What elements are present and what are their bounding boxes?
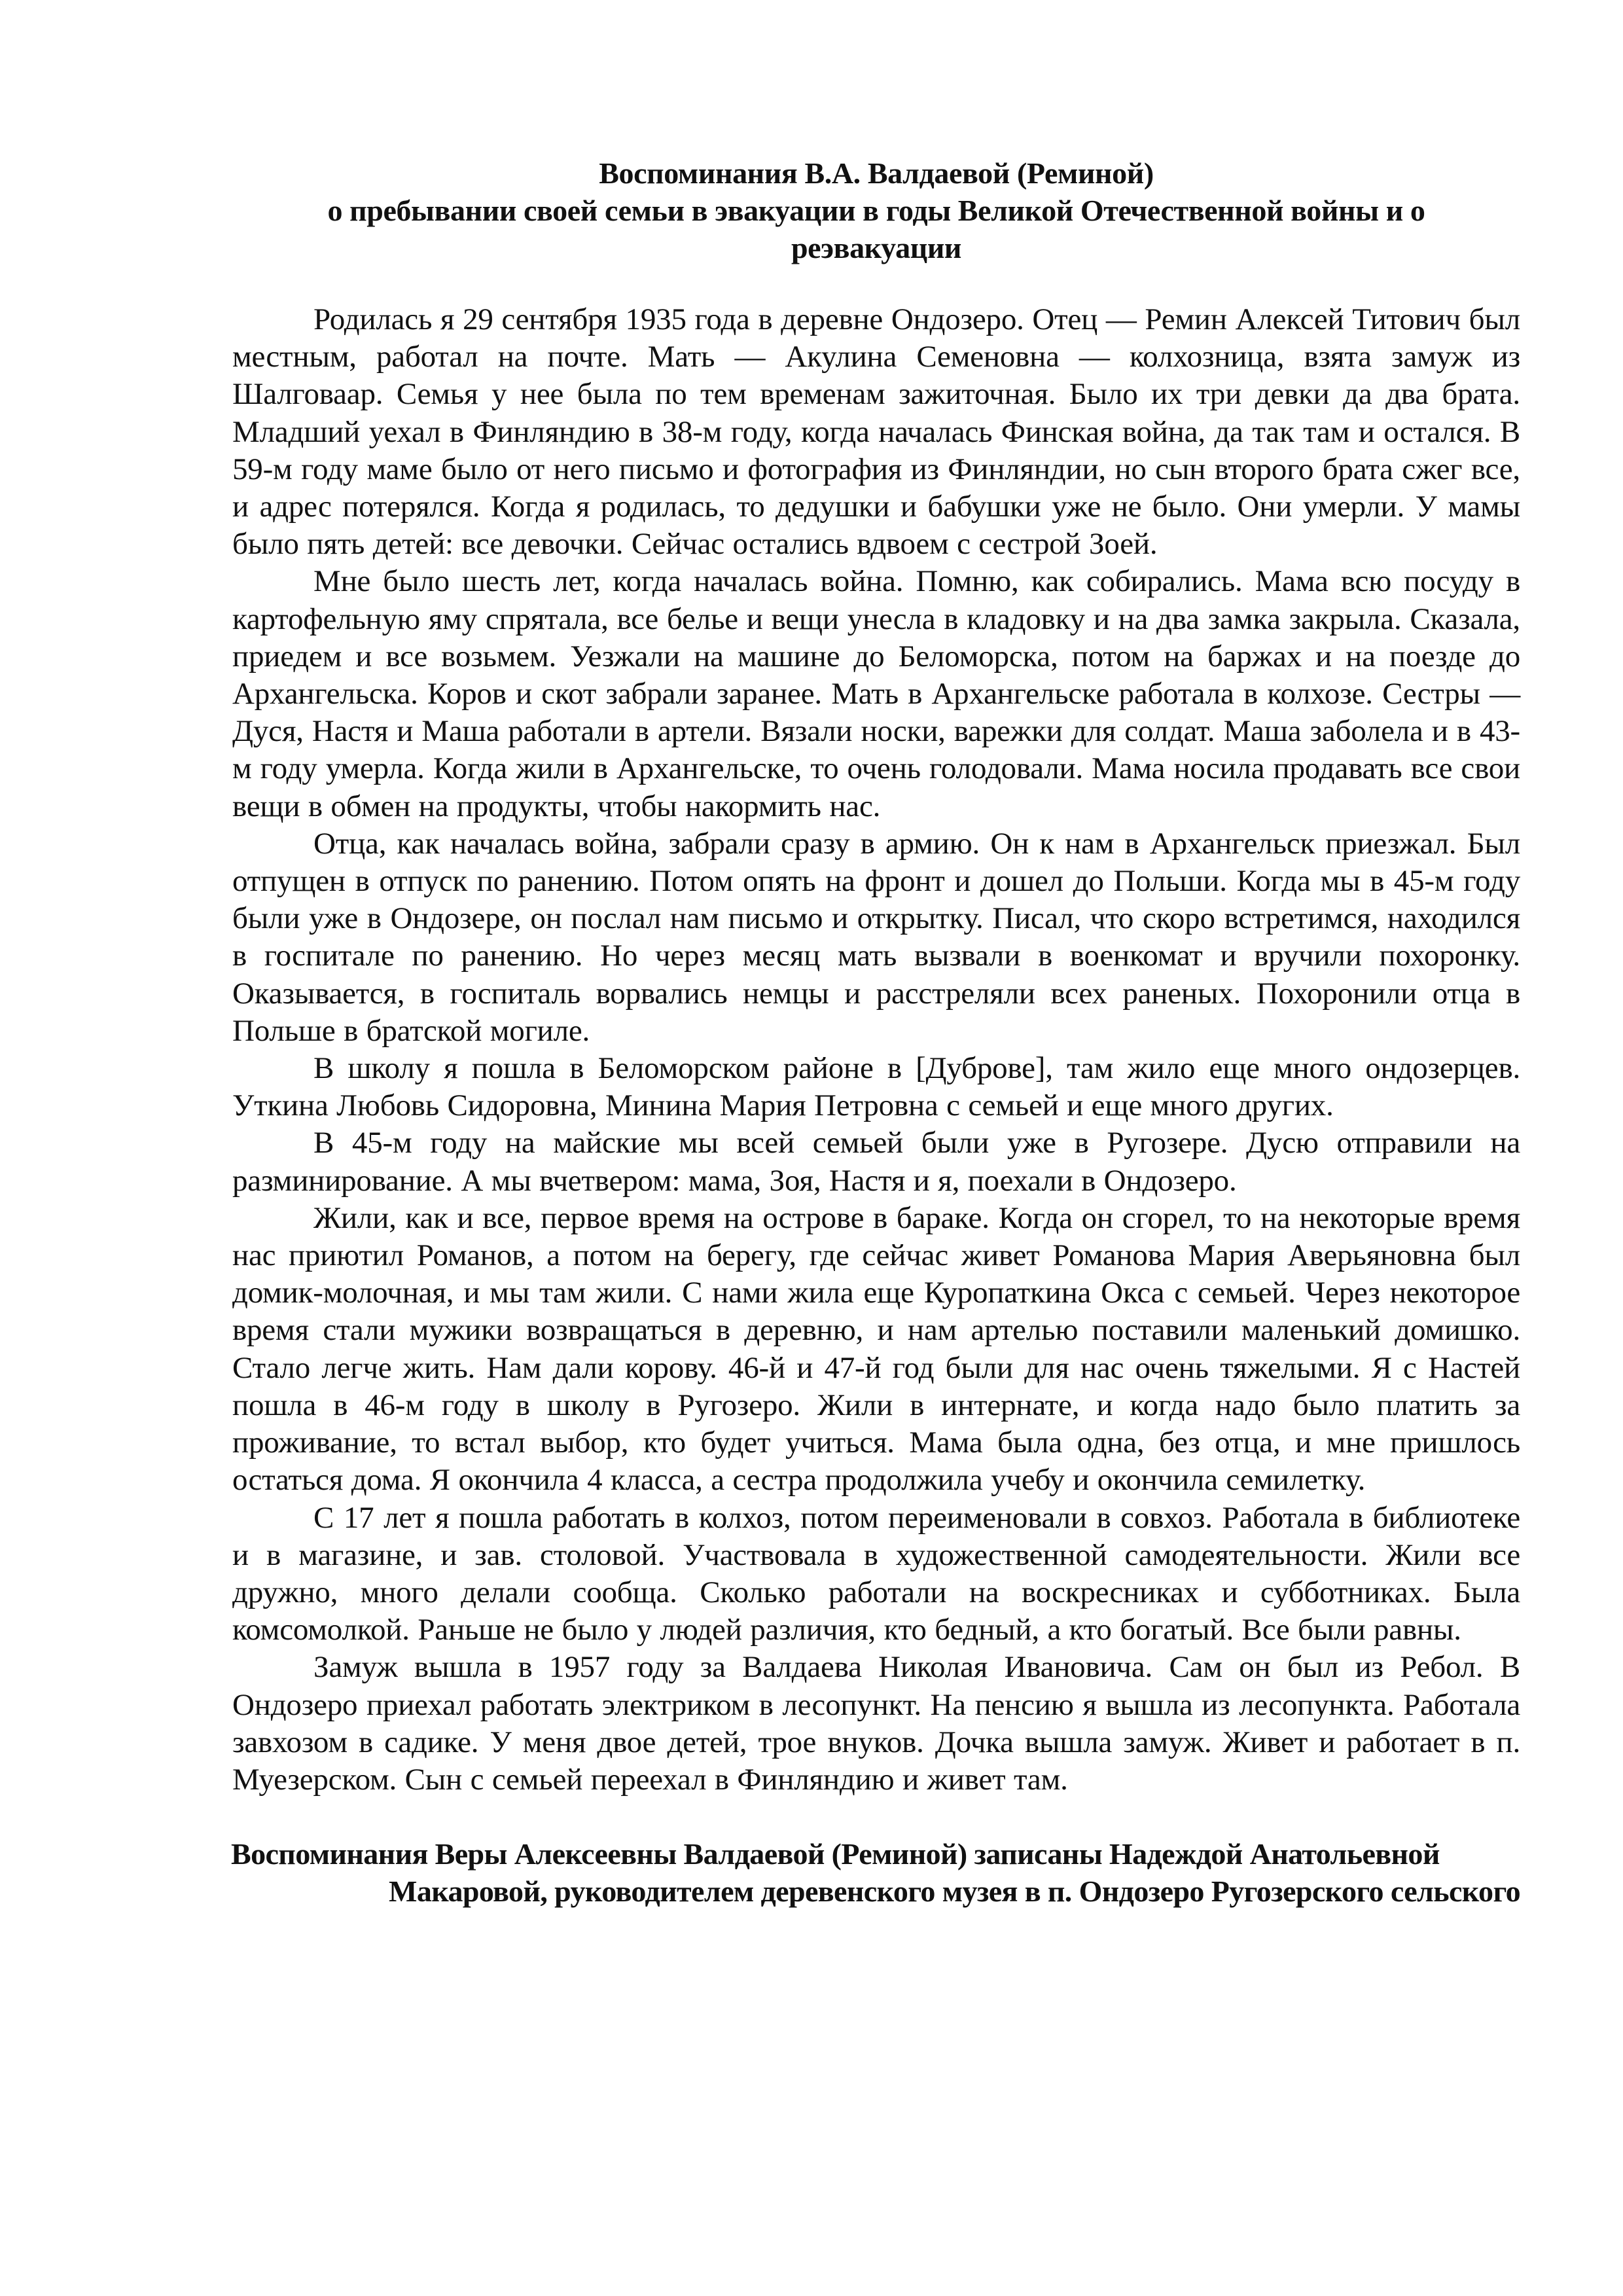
paragraph-birth-family: Родилась я 29 сентября 1935 года в деревне Ондозеро. Отец — Ремин Алексей Титович был местным, работал на почте. Мать — Акулина Семеновна — колхозница, взята замуж из Шалговаар. Семья у нее была по тем временам зажиточная. Было их три девки да два брата. Младший уехал в Финляндию в 38-м году, когда началась Финская война, да так там и остался. В 59-м году маме было от него письмо и фотография из Финляндии, но сын второго брата сжег все, и адрес потерялся. Когда я родилась, то дедушки и бабушки уже не было. Они умерли. У мамы было пять детей: все девочки. Сейчас остались вдвоем с сестрой Зоей.	[232, 302, 1520, 562]
title-line-1: Воспоминания В.А. Валдаевой (Реминой)	[599, 156, 1154, 190]
credit-line-2: Макаровой, руководителем деревенского музея в п. Ондозеро Ругозерского сельского	[389, 1874, 1520, 1909]
paragraph-work: С 17 лет я пошла работать в колхоз, потом переименовали в совхоз. Работала в библиотеке и в магазине, и зав. столовой. Участвовала в художественной самодеятельности. Жили все дружно, много делали сообща. Сколько работали на воскресниках и субботниках. Была комсомолкой. Раньше не было у людей различия, кто бедный, а кто богатый. Все были равны.	[232, 1500, 1520, 1647]
recording-credit	[232, 1835, 1520, 1910]
paragraph-marriage: Замуж вышла в 1957 году за Валдаева Николая Ивановича. Сам он был из Ребол. В Ондозеро приехал работать электриком в лесопункт. На пенсию я вышла из лесопункта. Работала завхозом в садике. У меня двое детей, трое внуков. Дочка вышла замуж. Живет и работает в п. Муезерском. Сын с семьей переехал в Финляндию и живет там.	[232, 1650, 1520, 1797]
document-title	[232, 154, 1520, 266]
paragraph-evacuation: Мне было шесть лет, когда началась война. Помню, как собирались. Мама всю посуду в картофельную яму спрятала, все белье и вещи унесла в кладовку и на два замка закрыла. Сказала, приедем и все возьмем. Уезжали на машине до Беломорска, потом на баржах и на поезде до Архангельска. Коров и скот забрали заранее. Мать в Архангельске работала в колхозе. Сестры — Дуся, Настя и Маша работали в артели. Вязали носки, варежки для солдат. Маша заболела и в 43-м году умерла. Когда жили в Архангельске, то очень голодовали. Мама носила продавать все свои вещи в обмен на продукты, чтобы накормить нас.	[232, 564, 1520, 823]
paragraph-father: Отца, как началась война, забрали сразу в армию. Он к нам в Архангельск приезжал. Был отпущен в отпуск по ранению. Потом опять на фронт и дошел до Польши. Когда мы в 45-м году были уже в Ондозере, он послал нам письмо и открытку. Писал, что скоро встретимся, находился в госпитале по ранению. Но через месяц мать вызвали в военкомат и вручили похоронку. Оказывается, в госпиталь ворвались немцы и расстреляли всех раненых. Похоронили отца в Польше в братской могиле.	[232, 826, 1520, 1048]
credit-line-1: Воспоминания Веры Алексеевны Валдаевой (Реминой) записаны Надеждой Анатольевной	[231, 1837, 1440, 1871]
title-line-2: о пребывании своей семьи в эвакуации в годы Великой Отечественной войны и о	[327, 194, 1425, 227]
paragraph-school: В школу я пошла в Беломорском районе в [Дуброве], там жило еще много ондозерцев. Уткина Любовь Сидоровна, Минина Мария Петровна с семьей и еще много других.	[232, 1051, 1520, 1123]
paragraph-return: В 45-м году на майские мы всей семьей были уже в Ругозере. Дусю отправили на разминирование. А мы вчетвером: мама, Зоя, Настя и я, поехали в Ондозеро.	[232, 1126, 1520, 1198]
document-page	[232, 154, 1520, 1910]
paragraph-postwar-life: Жили, как и все, первое время на острове в бараке. Когда он сгорел, то на некоторые время нас приютил Романов, а потом на берегу, где сейчас живет Романова Мария Аверьяновна был домик-молочная, и мы там жили. С нами жила еще Куропаткина Окса с семьей. Через некоторое время стали мужики возвращаться в деревню, и нам артелью поставили маленький домишко. Стало легче жить. Нам дали корову. 46-й и 47-й год были для нас очень тяжелыми. Я с Настей пошла в 46-м году в школу в Ругозеро. Жили в интернате, и когда надо было платить за проживание, то встал выбор, кто будет учиться. Мама была одна, без отца, и мне пришлось остаться дома. Я окончила 4 класса, а сестра продолжила учебу и окончила семилетку.	[232, 1200, 1520, 1498]
document-body	[232, 301, 1520, 1799]
title-line-3: реэвакуации	[791, 231, 962, 264]
